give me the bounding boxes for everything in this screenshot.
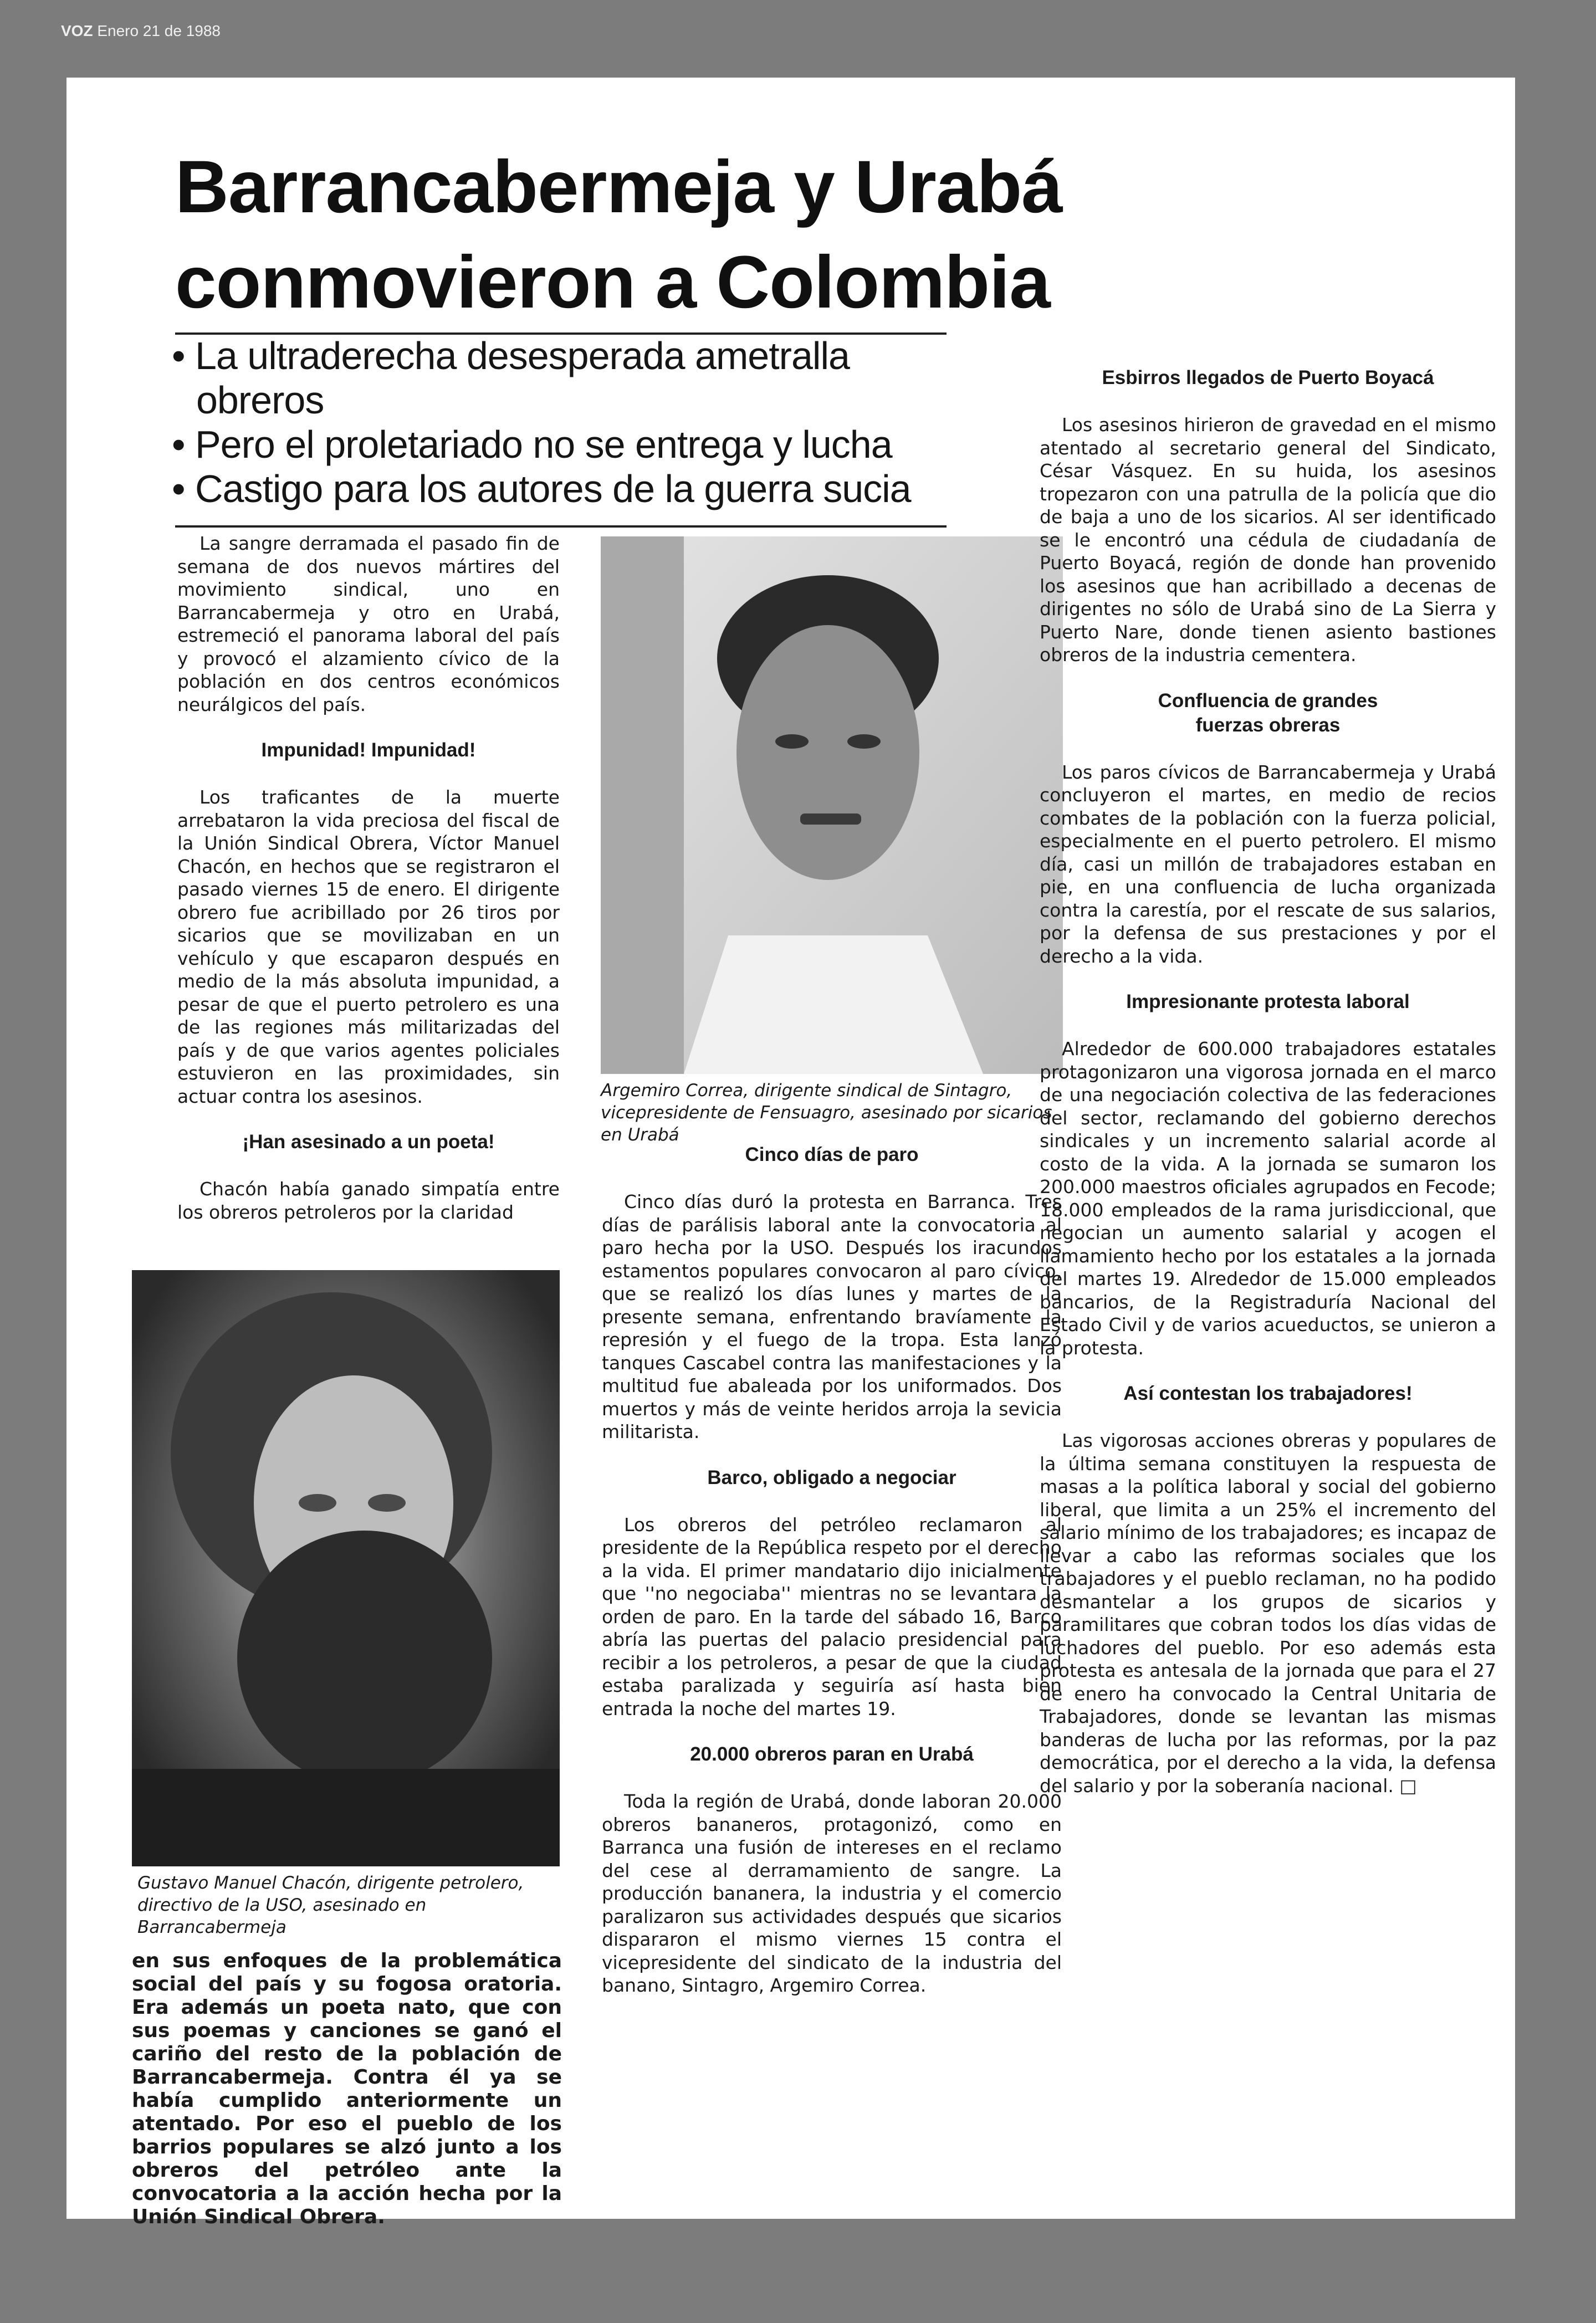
subhead-impunidad: Impunidad! Impunidad! — [261, 739, 476, 761]
subhead-confluencia-line-2: fuerzas obreras — [1195, 714, 1341, 736]
publication-name: VOZ — [61, 22, 93, 39]
subhead-confluencia-line-1: Confluencia de grandes — [1158, 689, 1378, 712]
photo-correa — [601, 536, 1063, 1074]
paragraph-traficantes: Los traficantes de la muerte arrebataron la vida preciosa del fiscal de la Unión Sindical Obrera, Víctor Manuel Chacón, en hechos que se registraron el pasado viernes 15 de enero. El dirigente obrero fue acribillado por 26 tiros por sicarios que se movilizaban en un vehículo y que escaparon después en medio de la más absoluta impunidad, a pesar de que el puerto petrolero es una de las regiones más militarizadas del país y de que varios agentes policiales estuvieron en las proximidades, sin actuar contra los asesinos. — [177, 786, 560, 1107]
photo-chacon — [132, 1270, 560, 1866]
subhead-barco: Barco, obligado a negociar — [707, 1466, 956, 1488]
paragraph-chacon: Chacón había ganado simpatía entre los obreros petroleros por la claridad — [177, 1178, 560, 1223]
subhead-cinco-dias: Cinco días de paro — [745, 1144, 919, 1165]
paragraph-confluencia: Los paros cívicos de Barrancabermeja y Urabá concluyeron el martes, en medio de recios combates de la población con la fuerza policial, especialmente en el puerto petrolero. El mismo día, casi un millón de trabajadores estaban en pie, en una confluencia de lucha organizada contra la carestía, por el rescate de sus salarios, por la defensa de sus prestaciones y por el derecho a la vida. — [1040, 761, 1496, 967]
headline — [175, 140, 1228, 330]
paragraph-cinco-dias: Cinco días duró la protesta en Barranca. Tres días de parálisis laboral ante la convocatoria al paro hecha por la USO. Después los iracundos estamentos populares convocaron al paro cívico, que se realizó los días lunes y martes de la presente semana, enfrentando bravíamente la represión y el fuego de la tropa. Esta lanzó tanques Cascabel contra las manifestaciones y la multitud fue abaleada por los uniformados. Dos muertos y más de veinte heridos arroja la sevicia militarista. — [602, 1191, 1062, 1442]
intro-paragraph: La sangre derramada el pasado fin de semana de dos nuevos mártires del movimiento sindical, uno en Barrancabermeja y otro en Urabá, estremeció el panorama laboral del país y provocó el alzamiento cívico de la población en dos centros económicos neurálgicos del país. — [177, 533, 560, 715]
deck-1: • La ultraderecha desesperada ametralla obreros — [172, 334, 850, 422]
subhead-trabajadores: Así contestan los trabajadores! — [1123, 1383, 1413, 1404]
paragraph-esbirros: Los asesinos hirieron de gravedad en el mismo atentado al secretario general del Sindicato, César Vásquez. En su huida, los asesinos tropezaron con una patrulla de la policía que dio de baja a uno de los sicarios. Al ser identificado se le encontró una cédula de ciudadanía de Puerto Boyacá, región de donde han provenido los asesinos que han acribillado a decenas de dirigentes no sólo de Urabá sino de La Sierra y Puerto Nare, donde tienen asiento bastiones obreros de la industria cementera. — [1040, 414, 1496, 666]
column-2 — [602, 1143, 1062, 1997]
masthead-line — [61, 22, 221, 40]
column-1 — [177, 532, 560, 1224]
paragraph-uraba: Toda la región de Urabá, donde laboran 20.000 obreros bananeros, protagonizó, como en Barranca una fusión de intereses en el reclamo del cese al derramamiento de sangre. La producción bananera, la industria y el comercio paralizaron sus actividades después que sicarios dispararon el mismo viernes 15 contra el vicepresidente del sindicato de la industria del banano, Sintagro, Argemiro Correa. — [602, 1790, 1062, 1996]
subhead-poeta: ¡Han asesinado a un poeta! — [242, 1131, 495, 1153]
paragraph-trabajadores: Las vigorosas acciones obreras y populares de la última semana constituyen la respuesta de masas a la política laboral y social del gobierno liberal, que limita a un 25% el incremento del salario mínimo de los trabajadores; es incapaz de llevar a cabo las reformas sociales que los trabajadores y el pueblo reclaman, no ha podido desmantelar a los grupos de sicarios y paramilitares que cobran todos los días vidas de luchadores del pueblo. Por eso además esta protesta es antesala de la jornada que para el 27 de enero ha convocado la Central Unitaria de Trabajadores, donde se levantan las mismas banderas de lucha por las reformas, por la paz democrática, por el derecho a la vida, la defensa del salario y por la soberanía nacional. □ — [1040, 1430, 1496, 1797]
publication-date: Enero 21 de 1988 — [97, 22, 221, 39]
caption-correa: Argemiro Correa, dirigente sindical de Sintagro, vicepresidente de Fensuagro, asesinado por sicarios en Urabá — [601, 1081, 1052, 1145]
subhead-confluencia — [1040, 689, 1496, 738]
subhead-protesta: Impresionante protesta laboral — [1126, 991, 1410, 1012]
subhead-uraba: 20.000 obreros paran en Urabá — [690, 1743, 974, 1765]
headline-line-2: conmovieron a Colombia — [175, 241, 1050, 324]
paragraph-poeta: en sus enfoques de la problemática social del país y su fogosa oratoria. Era además un poeta nato, que con sus poemas y canciones se ganó el cariño del resto de la población de Barrancabermeja. Contra él ya se había cumplido anteriormente un atentado. Por eso el pueblo de los barrios populares se alzó junto a los obreros del petróleo ante la convocatoria a la acción hecha por la Unión Sindical Obrera. — [132, 1950, 562, 2228]
headline-line-1: Barrancabermeja y Urabá — [175, 146, 1062, 228]
column-1-continued — [132, 1950, 562, 2229]
caption-chacon: Gustavo Manuel Chacón, dirigente petrolero, directivo de la USO, asesinado en Barrancabermeja — [137, 1873, 524, 1937]
deck-3: • Castigo para los autores de la guerra sucia — [172, 467, 911, 510]
bottom-rule — [175, 525, 947, 528]
column-3 — [1040, 366, 1496, 1797]
newspaper-page — [66, 78, 1515, 2228]
deck-2: • Pero el proletariado no se entrega y lucha — [172, 423, 892, 466]
paragraph-barco: Los obreros del petróleo reclamaron al presidente de la República respeto por el derecho a la vida. El primer mandatario dijo inicialmente que ''no negociaba'' mientras no se levantara la orden de paro. En la tarde del sábado 16, Barco abría las puertas del palacio presidencial para recibir a los petroleros, a pesar de que la ciudad estaba paralizada y seguiría así hasta bien entrada la noche del martes 19. — [602, 1513, 1062, 1720]
paragraph-protesta: Alrededor de 600.000 trabajadores estatales protagonizaron una vigorosa jornada en el marco de una negociación colectiva de las federaciones del sector, reclamando del gobierno derechos sindicales y un incremento salarial acorde al costo de la vida. A la jornada se sumaron los 200.000 maestros oficiales agrupados en Fecode; 18.000 empleados de la rama jurisdiccional, que negocian un aumento salarial y acogen el llamamiento hecho por los estatales a la jornada del martes 19. Alrededor de 15.000 empleados bancarios, de la Registraduría Nacional del Estado Civil y de varios acueductos, se unieron a la protesta. — [1040, 1038, 1496, 1359]
subhead-esbirros: Esbirros llegados de Puerto Boyacá — [1102, 367, 1434, 388]
decks — [172, 334, 959, 511]
